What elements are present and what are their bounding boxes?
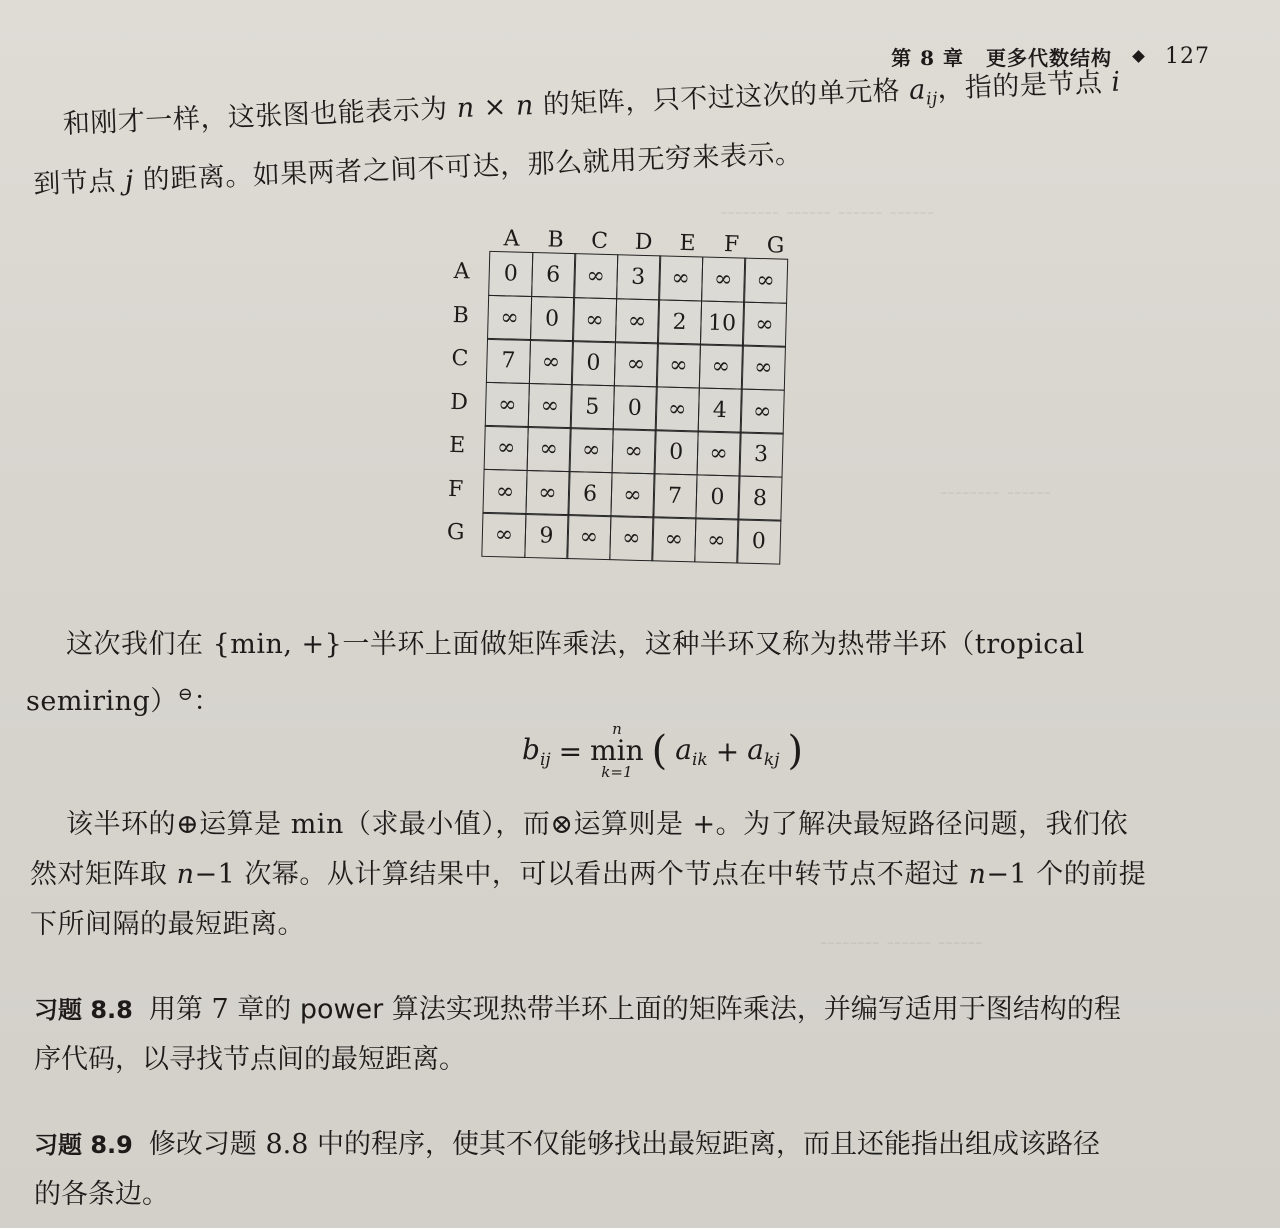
math-var: i <box>1110 66 1122 98</box>
operator-upper-limit: n <box>612 720 622 738</box>
math-subscript: ij <box>539 749 551 770</box>
min-plus-formula <box>522 722 803 780</box>
paragraph-semiring-ops <box>30 800 1147 950</box>
matrix-column-header: G <box>766 233 785 259</box>
matrix-row-header: G <box>446 520 465 546</box>
matrix-cell: ∞ <box>566 514 611 560</box>
math-var: n <box>176 859 195 890</box>
paragraph-line <box>30 850 1146 900</box>
math-subscript: ik <box>691 749 708 770</box>
matrix-row-header: B <box>452 302 470 329</box>
matrix-column-header: F <box>723 232 740 258</box>
matrix-cell: ∞ <box>609 515 654 561</box>
text-run: ，指的是节点 <box>936 66 1113 105</box>
paragraph-line: 该半环的⊕运算是 min（求最小值），而⊗运算则是 +。为了解决最短路径问题，我们依 <box>66 809 1129 840</box>
paragraph-line: 下所间隔的最短距离。 <box>30 909 305 940</box>
paragraph-line: 这次我们在 {min, +}一半环上面做矩阵乘法，这种半环又称为热带半环（tropical <box>66 629 1085 660</box>
diamond-icon <box>1132 50 1145 63</box>
matrix-row-header: A <box>453 259 470 285</box>
exercise-label: 习题 8.9 <box>34 1131 133 1159</box>
chapter-label: 第 8 章 <box>891 46 964 70</box>
matrix-cell: 0 <box>736 518 781 564</box>
text-run: 修改习题 8.8 中的程序，使其不仅能够找出最短距离，而且还能指出组成该路径 <box>148 1129 1100 1160</box>
matrix-cell: 9 <box>524 513 569 559</box>
text-run: 和刚才一样，这张图也能表示为 <box>62 93 458 140</box>
matrix-cell: 0 <box>612 385 657 431</box>
math-var: j <box>124 165 135 197</box>
matrix-cell: ∞ <box>743 258 788 304</box>
matrix-cell: 8 <box>737 475 782 521</box>
math-var: a <box>908 74 927 106</box>
text-run: 的矩阵，只不过这次的单元格 <box>533 75 910 122</box>
matrix-cell: ∞ <box>655 386 700 432</box>
matrix-row-cells <box>487 294 786 345</box>
matrix-cell: ∞ <box>658 255 703 301</box>
text-run: 到节点 <box>32 165 126 201</box>
matrix-cell: 7 <box>652 473 697 519</box>
matrix-cell: 7 <box>486 338 531 384</box>
matrix-cell: 0 <box>530 296 575 342</box>
matrix-cell: ∞ <box>614 298 659 344</box>
matrix-cell: ∞ <box>526 426 571 472</box>
matrix-cell: ∞ <box>742 301 787 347</box>
math-var: n <box>515 90 535 122</box>
paragraph-tropical <box>26 620 1085 727</box>
footnote-marker: ⊖ <box>177 684 194 705</box>
text-run: 的距离。如果两者之间不可达，那么就用无穷来表示。 <box>133 138 803 197</box>
matrix-cell: ∞ <box>656 342 701 388</box>
math-subscript: ij <box>925 88 939 110</box>
matrix-cell: ∞ <box>573 253 618 299</box>
text-run: −1 次幂。从计算结果中，可以看出两个节点在中转节点不超过 <box>194 859 969 890</box>
math-subscript: kj <box>763 749 780 770</box>
left-paren: ( <box>651 728 668 774</box>
matrix-column-header: C <box>590 228 609 255</box>
matrix-row-header: E <box>448 433 466 459</box>
matrix-row-header: D <box>450 389 469 416</box>
text-run: ： <box>193 686 221 717</box>
matrix-cell: 4 <box>697 387 742 433</box>
matrix-cell: 3 <box>739 432 784 478</box>
exercise-8-8 <box>34 985 1121 1085</box>
math-var: a <box>675 732 692 766</box>
matrix-cell: 6 <box>531 252 576 298</box>
matrix-column-header: E <box>679 230 696 257</box>
matrix-cell: 0 <box>571 340 616 386</box>
page-number: 127 <box>1165 44 1210 69</box>
matrix-row-cells <box>483 468 782 519</box>
plus-sign: + <box>715 734 740 768</box>
matrix-cell: ∞ <box>741 345 786 391</box>
matrix-cell: ∞ <box>698 343 743 389</box>
matrix-cell: ∞ <box>528 339 573 385</box>
term-aik <box>675 733 707 770</box>
matrix-row-cells <box>488 251 787 302</box>
paragraph-line <box>34 1120 1100 1170</box>
text-run: 用第 7 章的 <box>148 994 300 1025</box>
paragraph-line: 序代码，以寻找节点间的最短距离。 <box>34 1044 466 1075</box>
matrix-row-cells <box>481 512 780 563</box>
math-op: × <box>474 90 517 124</box>
matrix-row-cells <box>485 381 784 432</box>
matrix-cell: 0 <box>654 429 699 475</box>
matrix-row-cells <box>486 338 785 389</box>
bleed-through-text: -------- ------ <box>940 480 1052 505</box>
matrix-column-header: B <box>547 227 565 253</box>
text-run: semiring） <box>26 686 178 717</box>
formula-lhs <box>522 733 551 770</box>
paragraph-line <box>26 670 1085 727</box>
math-var: a <box>747 732 764 766</box>
matrix-cell: ∞ <box>740 388 785 434</box>
matrix-column-header: A <box>503 226 520 252</box>
paragraph-intro <box>32 58 1124 209</box>
matrix-cell: ∞ <box>487 294 532 340</box>
distance-matrix <box>446 225 798 563</box>
exercise-8-9 <box>34 1120 1100 1220</box>
code-term: power <box>299 994 384 1025</box>
min-operator <box>590 722 644 780</box>
paragraph-line: 的各条边。 <box>34 1179 169 1210</box>
matrix-cell: ∞ <box>701 256 746 302</box>
right-paren: ) <box>787 728 804 774</box>
math-var: n <box>968 859 987 890</box>
matrix-cell: 6 <box>567 471 612 517</box>
matrix-cell: ∞ <box>613 341 658 387</box>
bleed-through-text: -------- ------ ------ <box>820 930 983 955</box>
matrix-row-header: F <box>447 476 464 503</box>
matrix-cell: ∞ <box>482 468 527 514</box>
matrix-cell: 10 <box>699 300 744 346</box>
math-var: n <box>456 92 476 125</box>
bleed-through-text: -------- ------ ------ ------ <box>720 200 935 225</box>
text-run: 然对矩阵取 <box>30 859 177 890</box>
matrix-cell: 0 <box>695 474 740 520</box>
matrix-column-header: D <box>634 229 653 256</box>
text-run: −1 个的前提 <box>986 859 1147 890</box>
matrix-cell: ∞ <box>651 516 696 562</box>
term-akj <box>747 733 779 770</box>
matrix-cell: ∞ <box>527 382 572 428</box>
exercise-label: 习题 8.8 <box>34 996 133 1024</box>
matrix-cell: 0 <box>488 251 533 297</box>
matrix-row-cells <box>484 425 783 476</box>
operator-lower-limit: k=1 <box>601 763 633 781</box>
matrix-cell: 2 <box>657 299 702 345</box>
matrix-cell: ∞ <box>696 430 741 476</box>
matrix-body <box>446 250 797 563</box>
paragraph-line <box>34 985 1121 1035</box>
matrix-cell: ∞ <box>484 425 529 471</box>
matrix-row <box>446 511 790 563</box>
operator-name: min <box>590 734 644 767</box>
matrix-row-header: C <box>451 346 469 372</box>
matrix-cell: ∞ <box>569 427 614 473</box>
matrix-cell: ∞ <box>694 517 739 563</box>
matrix-cell: ∞ <box>485 381 530 427</box>
equals-sign: = <box>558 734 583 768</box>
matrix-cell: 5 <box>570 384 615 430</box>
matrix-cell: ∞ <box>611 428 656 474</box>
matrix-cell: ∞ <box>572 297 617 343</box>
matrix-cell: ∞ <box>610 472 655 518</box>
chapter-title: 更多代数结构 <box>986 46 1112 70</box>
math-var: b <box>522 732 540 766</box>
matrix-cell: 3 <box>616 254 661 300</box>
text-run: 算法实现热带半环上面的矩阵乘法，并编写适用于图结构的程 <box>383 994 1121 1025</box>
matrix-cell: ∞ <box>525 469 570 515</box>
matrix-cell: ∞ <box>481 512 526 558</box>
